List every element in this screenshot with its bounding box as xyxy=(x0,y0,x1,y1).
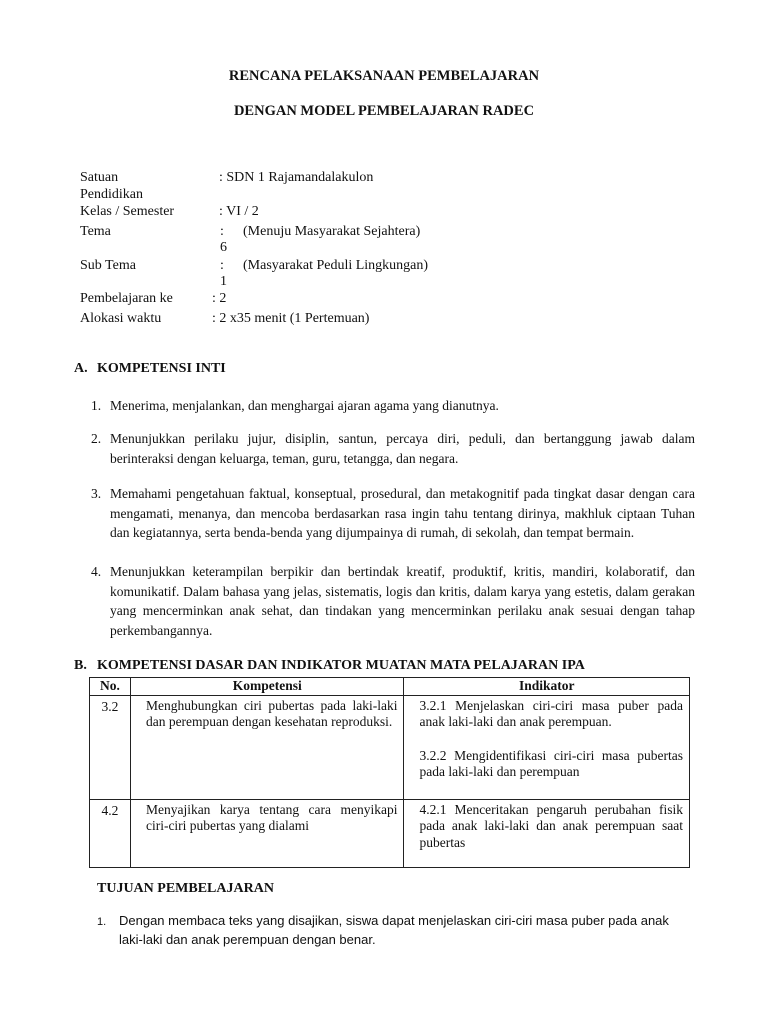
tujuan-item-number: 1. xyxy=(97,916,107,928)
info-tema-label: Tema xyxy=(80,224,111,239)
info-subtema-colon: : xyxy=(220,258,224,273)
info-subtema-label: Sub Tema xyxy=(80,258,136,273)
header-indikator: Indikator xyxy=(404,678,690,696)
ki-item-text: Menunjukkan keterampilan berpikir dan bertindak kreatif, produktif, kritis, mandiri, kolaboratif, dan komunikatif. Dalam bahasa yang jelas, sistematis, logis dan kritis, dalam karya yang estetis, dalam gerakan yang mencerminkan anak sehat, dan tindakan yang mencerminkan perilaku anak sesuai dengan tahap perkembangannya. xyxy=(110,564,695,638)
row-indikator-cell xyxy=(404,695,690,799)
ki-item-number: 3. xyxy=(91,486,102,501)
ki-item-text: Menerima, menjalankan, dan menghargai ajaran agama yang dianutnya. xyxy=(110,398,499,413)
table-header-row xyxy=(90,678,690,696)
section-b-letter: B. xyxy=(74,658,87,673)
info-satuan-label-1: Satuan xyxy=(80,170,119,185)
table-row xyxy=(90,695,690,799)
row-indikator: 3.2.2 Mengidentifikasi ciri-ciri masa pubertas pada laki-laki dan perempuan xyxy=(419,747,683,779)
ki-item-2 xyxy=(91,429,695,468)
ki-item-text: Memahami pengetahuan faktual, konseptual, prosedural, dan metakognitif pada tingkat dasar dengan cara mengamati, menanya, dan mencoba berdasarkan rasa ingin tahu tentang dirinya, makhluk ciptaan Tuhan dan kegiatannya, serta benda-benda yang dijumpainya di rumah, di sekolah, dan tempat bermain. xyxy=(110,486,695,540)
info-satuan-label-2: Pendidikan xyxy=(80,187,143,202)
info-alokasi-label: Alokasi waktu xyxy=(80,311,162,326)
info-pembelajaran-value: : 2 xyxy=(212,291,227,306)
ki-item-1 xyxy=(91,396,695,416)
ki-item-number: 1. xyxy=(91,398,102,413)
ki-item-text: Menunjukkan perilaku jujur, disiplin, santun, percaya diri, peduli, dan bertanggung jawab dalam berinteraksi dengan keluarga, teman, guru, tetangga, dan negara. xyxy=(110,431,695,466)
tujuan-item-text: Dengan membaca teks yang disajikan, siswa dapat menjelaskan ciri-ciri masa puber pada anak laki-laki dan anak perempuan dengan benar. xyxy=(119,913,669,947)
row-kompetensi: Menghubungkan ciri pubertas pada laki-laki dan perempuan dengan kesehatan reproduksi. xyxy=(130,695,404,799)
ki-item-number: 4. xyxy=(91,564,102,579)
section-a-heading: KOMPETENSI INTI xyxy=(97,361,226,376)
row-no: 3.2 xyxy=(90,695,131,799)
section-a-letter: A. xyxy=(74,361,88,376)
document-subtitle: DENGAN MODEL PEMBELAJARAN RADEC xyxy=(233,103,535,119)
info-subtema-value: (Masyarakat Peduli Lingkungan) xyxy=(243,258,429,273)
info-kelas-label: Kelas / Semester xyxy=(80,204,175,219)
row-no: 4.2 xyxy=(90,799,131,867)
info-satuan-value: : SDN 1 Rajamandalakulon xyxy=(219,170,374,185)
section-b-heading: KOMPETENSI DASAR DAN INDIKATOR MUATAN MATA PELAJARAN IPA xyxy=(97,658,585,673)
info-pembelajaran-label: Pembelajaran ke xyxy=(80,291,173,306)
ki-item-number: 2. xyxy=(91,431,102,446)
info-tema-value: (Menuju Masyarakat Sejahtera) xyxy=(243,224,421,239)
info-alokasi-value: : 2 x35 menit (1 Pertemuan) xyxy=(212,311,370,326)
info-tema-colon: : xyxy=(220,224,224,239)
info-tema-number: 6 xyxy=(220,240,227,255)
document-title: RENCANA PELAKSANAAN PEMBELAJARAN xyxy=(228,68,540,84)
header-kompetensi: Kompetensi xyxy=(130,678,404,696)
tujuan-item-1 xyxy=(97,911,677,949)
header-no: No. xyxy=(90,678,131,696)
row-indikator: 3.2.1 Menjelaskan ciri-ciri masa puber pada anak laki-laki dan anak perempuan. xyxy=(419,697,683,729)
row-indikator: 4.2.1 Menceritakan pengaruh perubahan fisik pada anak laki-laki dan anak perempuan saat pubertas xyxy=(404,799,690,867)
ki-item-3 xyxy=(91,484,695,543)
table-row xyxy=(90,799,690,867)
row-kompetensi: Menyajikan karya tentang cara menyikapi ciri-ciri pubertas yang dialami xyxy=(130,799,404,867)
info-subtema-number: 1 xyxy=(220,274,227,289)
kd-indikator-table xyxy=(89,677,690,868)
info-kelas-value: : VI / 2 xyxy=(219,204,259,219)
tujuan-heading: TUJUAN PEMBELAJARAN xyxy=(97,881,274,896)
ki-item-4 xyxy=(91,562,695,640)
